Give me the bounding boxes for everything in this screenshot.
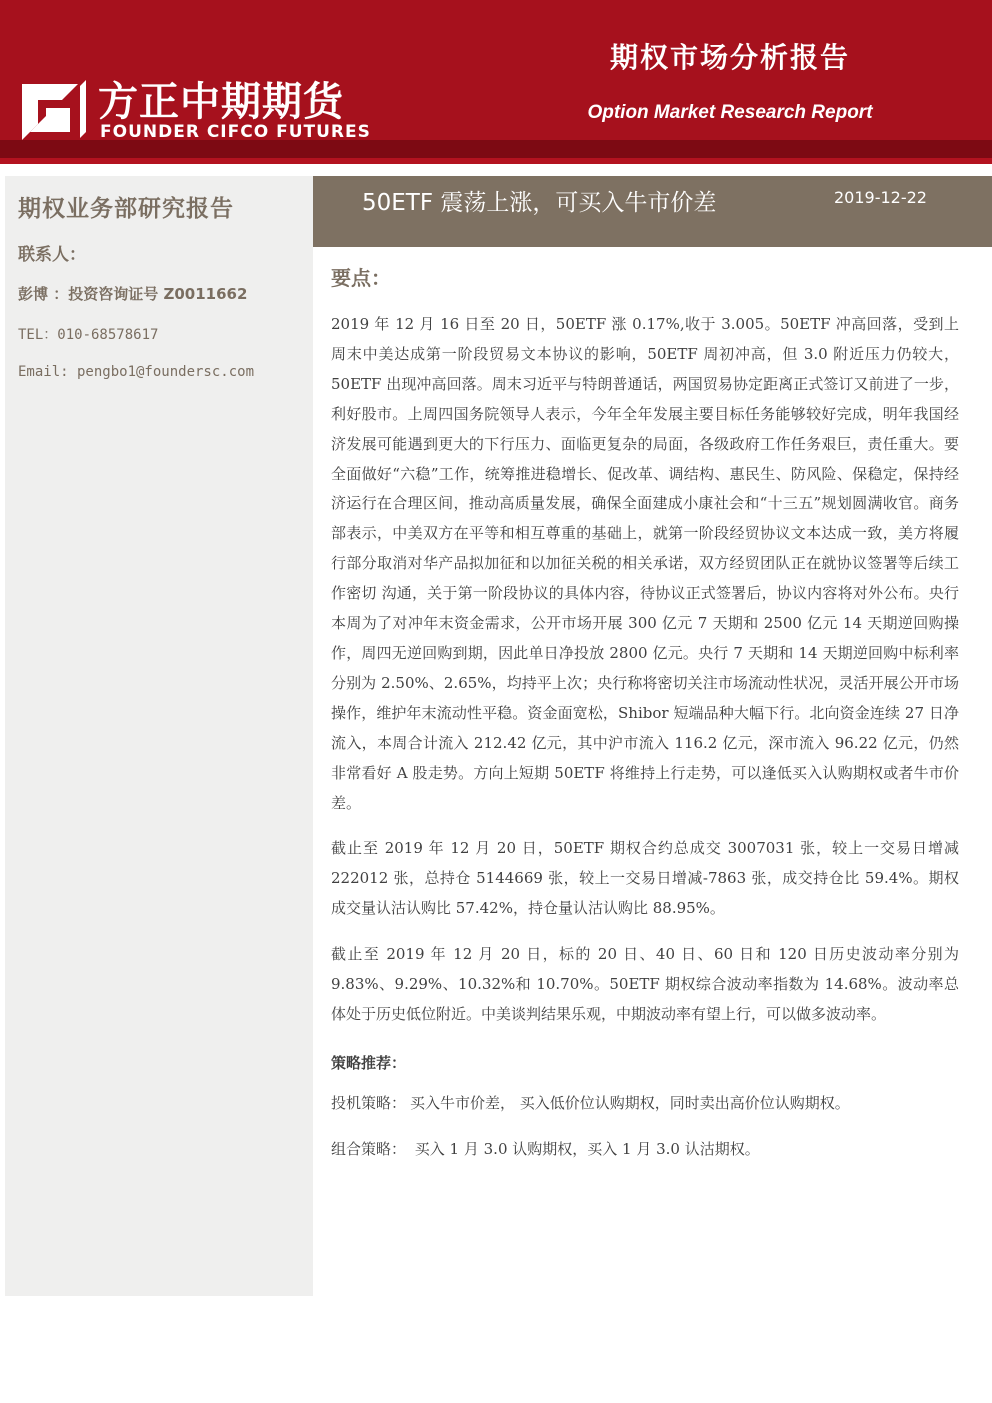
speculative-strategy xyxy=(331,1091,959,1115)
keypoints-heading: 要点： xyxy=(331,266,391,290)
market-summary-paragraph: 2019 年 12 月 16 日至 20 日，50ETF 涨 0.17%,收于 3.005。50ETF 冲高回落，受到上周末中美达成第一阶段贸易文本协议的影响，50ETF 周初冲高，但 3.0 附近压力仍较大，50ETF 出现冲高回落。周末习近平与特朗普通话，两国贸易协定距离正式签订又前进了一步，利好股市。上周四国务院领导人表示，今年全年发展主要目标任务能够较好完成，明年我国经济发展可能遇到更大的下行压力、面临更复杂的局面，各级政府工作任务艰巨，责任重大。要全面做好“六稳”工作，统筹推进稳增长、促改革、调结构、惠民生、防风险、保稳定，保持经济运行在合理区间，推动高质量发展，确保全面建成小康社会和“十三五”规划圆满收官。商务部表示，中美双方在平等和相互尊重的基础上，就第一阶段经贸协议文本达成一致，美方将履行部分取消对华产品拟加征和以加征关税的相关承诺，双方经贸团队正在就协议签署等后续工作密切 沟通，关于第一阶段协议的具体内容，待协议正式签署后，协议内容将对外公布。央行本周为了对冲年末资金需求，公开市场开展 300 亿元 7 天期和 2500 亿元 14 天期逆回购操作，周四无逆回购到期，因此单日净投放 2800 亿元。央行 7 天期和 14 天期逆回购中标利率分别为 2.50%、2.65%，均持平上次；央行称将密切关注市场流动性状况，灵活开展公开市场操作，维护年末流动性平稳。资金面宽松，Shibor 短端品种大幅下行。北向资金连续 27 日净流入，本周合计流入 212.42 亿元，其中沪市流入 116.2 亿元，深市流入 96.22 亿元，仍然非常看好 A 股走势。方向上短期 50ETF 将维持上行走势，可以逢低买入认购期权或者牛市价差。 xyxy=(331,315,959,812)
brand-name-en: FOUNDER CIFCO FUTURES xyxy=(100,122,371,142)
contact-phone: TEL：010-68578617 xyxy=(18,327,159,343)
contact-label: 联系人： xyxy=(18,245,86,265)
contact-name: 彭博 ：投资咨询证号 Z0011662 xyxy=(18,285,248,303)
report-title: 期权市场分析报告 xyxy=(609,41,850,74)
combo-strategy-text: 买入 1 月 3.0 认购期权，买入 1 月 3.0 认沽期权。 xyxy=(410,1139,760,1158)
header-divider xyxy=(0,158,992,164)
main-content xyxy=(331,262,959,1183)
contact-email: Email: pengbo1@foundersc.com xyxy=(18,364,255,380)
department-title: 期权业务部研究报告 xyxy=(18,196,234,222)
article-title: 50ETF 震荡上涨，可买入牛市价差 xyxy=(362,190,717,216)
header-stripe xyxy=(0,140,992,158)
combo-strategy-label: 组合策略： xyxy=(331,1139,407,1158)
report-date: 2019-12-22 xyxy=(834,188,927,207)
brand-name-cn: 方正中期期货 xyxy=(98,79,344,125)
combo-strategy xyxy=(331,1137,959,1161)
strategy-heading: 策略推荐： xyxy=(331,1053,407,1072)
volatility-paragraph: 截止至 2019 年 12 月 20 日，标的 20 日、40 日、60 日和 120 日历史波动率分别为 9.83%、9.29%、10.32%和 10.70%。50ETF 期权综合波动率指数为 14.68%。波动率总体处于历史低位附近。中美谈判结果乐观，中期波动率有望上行，可以做多波动率。 xyxy=(331,945,959,1023)
company-logo-icon xyxy=(22,76,86,140)
sidebar xyxy=(5,176,313,1296)
speculative-strategy-text: 买入牛市价差， 买入低价位认购期权，同时卖出高价位认购期权。 xyxy=(410,1093,850,1112)
trading-volume-paragraph: 截止至 2019 年 12 月 20 日，50ETF 期权合约总成交 3007031 张，较上一交易日增减 222012 张，总持仓 5144669 张，较上一交易日增减-7863 张，成交持仓比 59.4%。期权成交量认沽认购比 57.42%，持仓量认沽认购比 88.95%。 xyxy=(331,839,959,918)
speculative-strategy-label: 投机策略： xyxy=(331,1093,407,1112)
report-subtitle: Option Market Research Report xyxy=(587,102,873,123)
